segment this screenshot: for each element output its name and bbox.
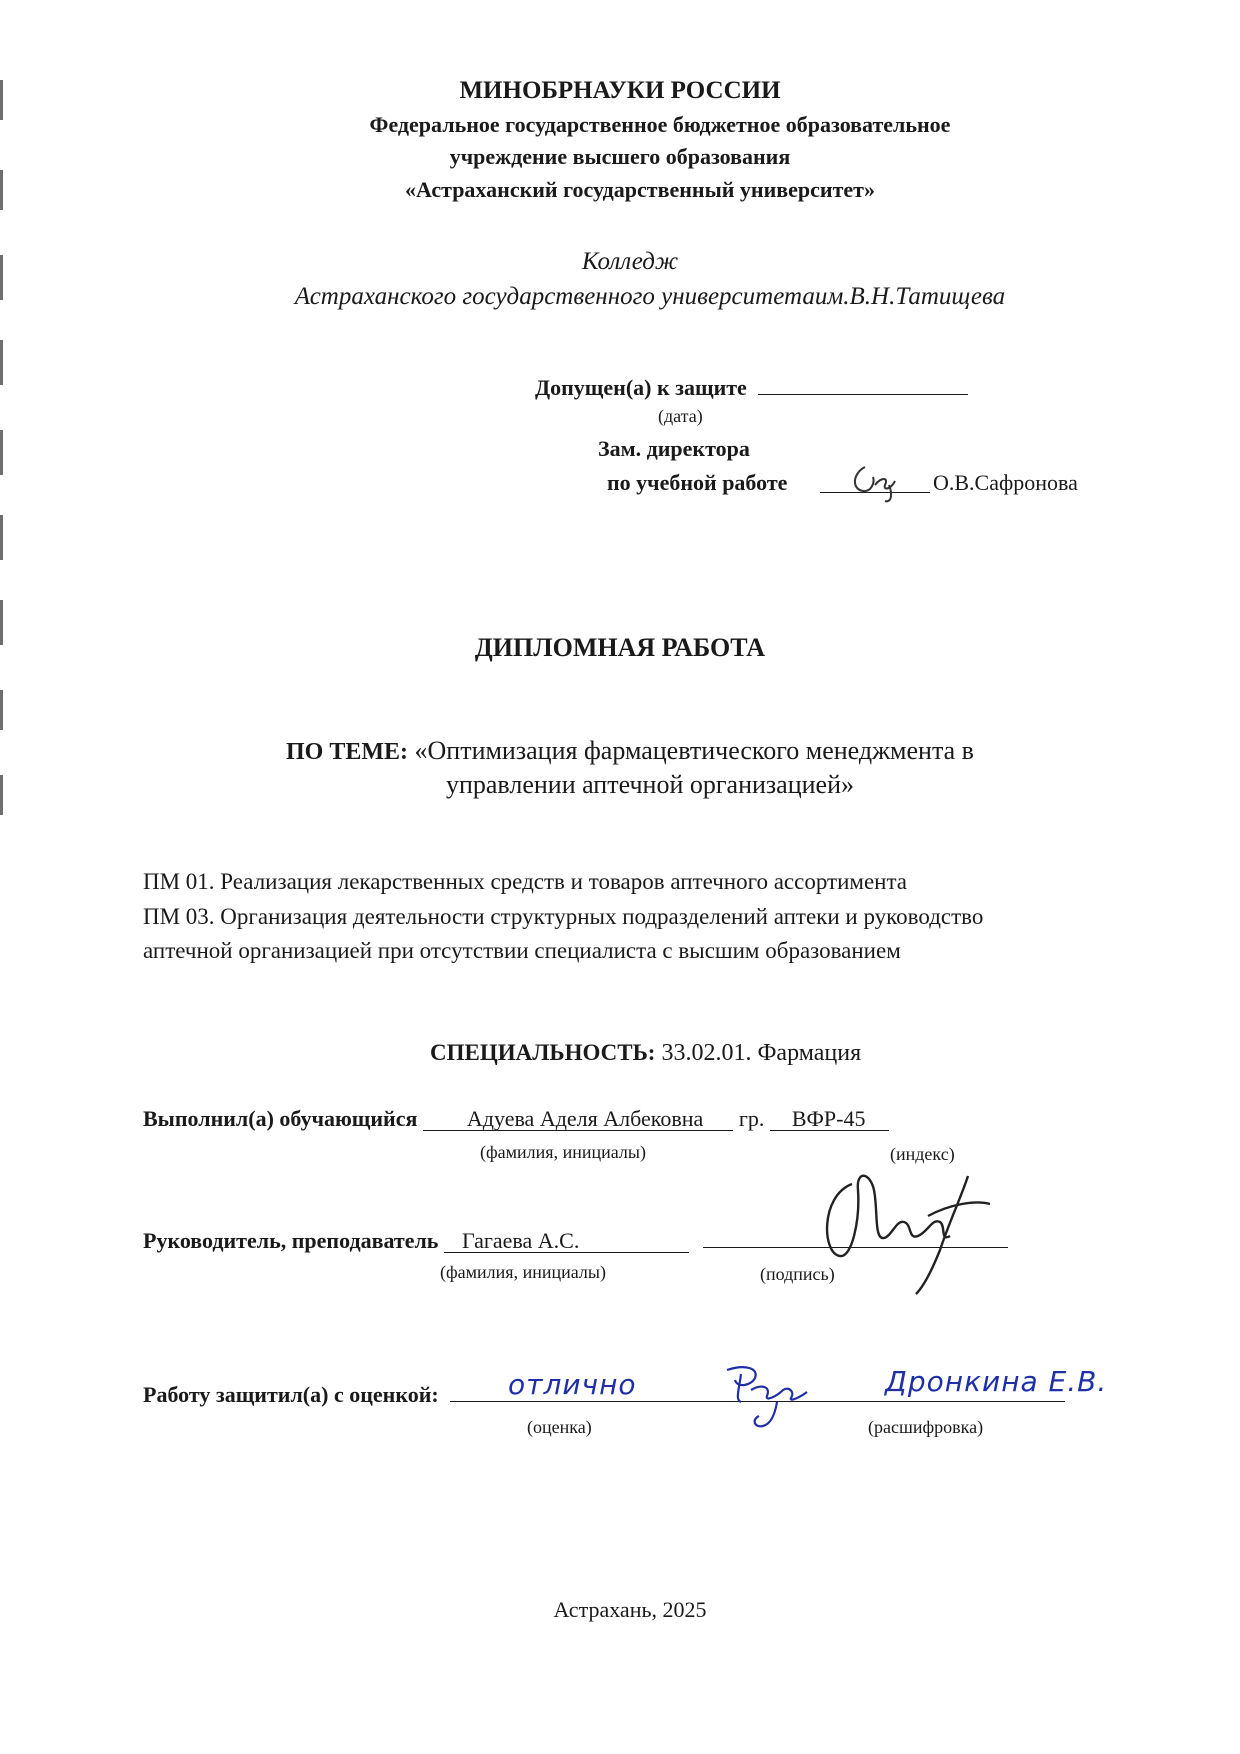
date-caption: (дата) <box>658 406 703 426</box>
topic-line2: управлении аптечной организацией» <box>445 770 855 799</box>
university-name: «Астраханский государственный университет» <box>405 177 875 202</box>
college-line1: Колледж <box>581 248 679 275</box>
topic-line1 <box>286 736 974 766</box>
topic-text-line1: «Оптимизация фармацевтического менеджмента в <box>414 736 974 765</box>
grade-caption: (оценка) <box>527 1417 592 1437</box>
module-pm03-line1: ПМ 03. Организация деятельности структурных подразделений аптеки и руководство <box>143 904 984 929</box>
scan-edge-mark <box>0 690 3 730</box>
city-year: Астрахань, 2025 <box>553 1597 707 1622</box>
student-name: Адуева Аделя Албековна <box>423 1107 733 1131</box>
supervisor-name-caption: (фамилия, инициалы) <box>440 1262 606 1282</box>
student-group: ВФР-45 <box>770 1107 890 1131</box>
institution-type-line2: учреждение высшего образования <box>449 144 791 169</box>
topic-label: ПО ТЕМЕ: <box>286 739 409 765</box>
supervisor-signature-caption: (подпись) <box>760 1264 835 1284</box>
student-name-caption: (фамилия, инициалы) <box>480 1142 646 1162</box>
document-title: ДИПЛОМНАЯ РАБОТА <box>474 633 766 662</box>
specialty <box>430 1040 861 1067</box>
deputy-director-label: Зам. директора <box>598 436 750 461</box>
institution-type-line1: Федеральное государственное бюджетное образовательное <box>369 112 951 137</box>
admitted-label-text: Допущен(а) к защите <box>535 375 747 400</box>
deputy-name: О.В.Сафронова <box>933 470 1078 495</box>
module-pm03-line2: аптечной организацией при отсутствии специалиста с высшим образованием <box>143 938 901 963</box>
ministry-name: МИНОБРНАУКИ РОССИИ <box>459 77 781 104</box>
decoding-caption: (расшифровка) <box>868 1417 984 1437</box>
college-line2: Астраханского государственного университетаим.В.Н.Татищева <box>294 283 1006 310</box>
specialty-value: 33.02.01. Фармация <box>661 1040 862 1066</box>
deputy-signature-image <box>845 455 925 505</box>
specialty-label: СПЕЦИАЛЬНОСТЬ: <box>430 1040 656 1065</box>
academic-work-label: по учебной работе <box>607 470 788 495</box>
student-label: Выполнил(а) обучающийся <box>143 1106 418 1131</box>
examiner-signature-image <box>715 1350 825 1430</box>
scan-edge-mark <box>0 515 3 560</box>
scan-edge-mark <box>0 430 3 475</box>
admitted-to-defense-label <box>535 374 968 401</box>
date-blank-line <box>758 374 968 395</box>
group-label: гр. <box>738 1106 765 1131</box>
scan-edge-mark <box>0 340 3 385</box>
handwritten-examiner-name: Дронкина Е.В. <box>885 1365 1108 1398</box>
defense-label: Работу защитил(а) с оценкой: <box>143 1382 439 1407</box>
student-row <box>143 1106 889 1132</box>
supervisor-name: Гагаева А.С. <box>444 1229 689 1253</box>
student-group-caption: (индекс) <box>890 1144 955 1164</box>
handwritten-grade: отлично <box>508 1368 637 1401</box>
module-pm01: ПМ 01. Реализация лекарственных средств и товаров аптечного ассортимента <box>143 869 908 894</box>
supervisor-label: Руководитель, преподаватель <box>143 1228 439 1253</box>
